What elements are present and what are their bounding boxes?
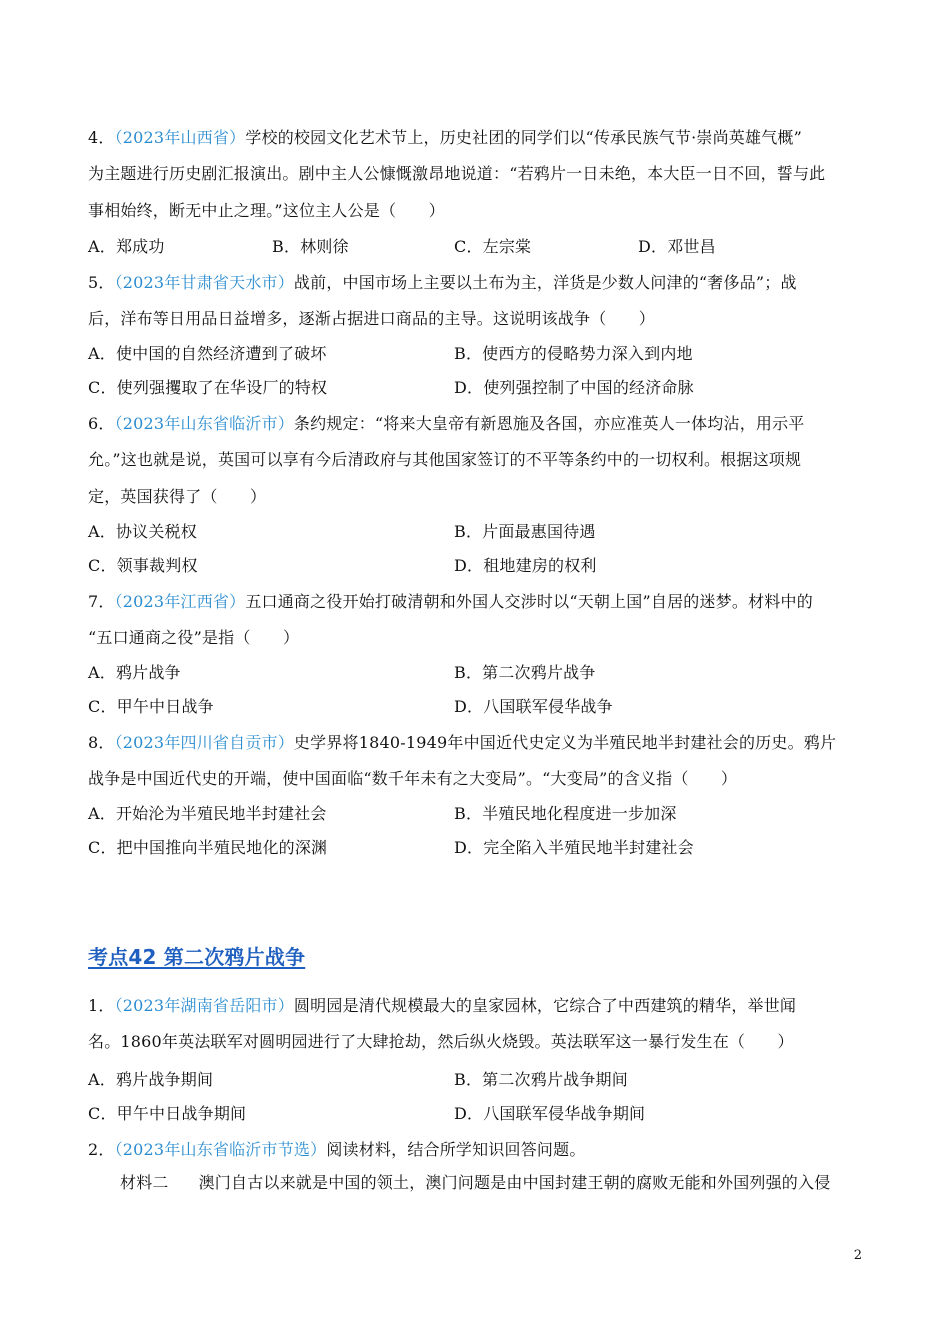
material-text: 澳门自古以来就是中国的领土，澳门问题是由中国封建王朝的腐败无能和外国列强的入侵 bbox=[198, 1173, 831, 1192]
question-7-source: （2023年江西省） bbox=[114, 592, 246, 611]
option-b: B．林则徐 bbox=[272, 237, 349, 256]
section-question-2-line-1: 2．（2023年山东省临沂市节选）阅读材料，结合所学知识回答问题。 bbox=[88, 1140, 586, 1159]
option-b: B．第二次鸦片战争期间 bbox=[454, 1070, 628, 1089]
option-b: B．第二次鸦片战争 bbox=[454, 663, 596, 682]
question-8-source: （2023年四川省自贡市） bbox=[114, 733, 294, 752]
option-a: A．鸦片战争 bbox=[88, 663, 181, 682]
section-question-1-source: （2023年湖南省岳阳市） bbox=[114, 996, 294, 1015]
option-c: C．领事裁判权 bbox=[88, 556, 198, 575]
option-a: A．开始沦为半殖民地半封建社会 bbox=[88, 804, 327, 823]
option-a: A．使中国的自然经济遭到了破坏 bbox=[88, 344, 327, 363]
question-4-line-2: 为主题进行历史剧汇报演出。剧中主人公慷慨激昂地说道：“若鸦片一日未绝，本大臣一日不回，誓与此 bbox=[88, 164, 826, 183]
question-6-line-1: 6．（2023年山东省临沂市）条约规定：“将来大皇帝有新恩施及各国，亦应准英人一体均沾，用示平 bbox=[88, 414, 805, 433]
option-d: D．完全陷入半殖民地半封建社会 bbox=[454, 838, 694, 857]
option-c: C．把中国推向半殖民地化的深渊 bbox=[88, 838, 328, 857]
option-b: B．片面最惠国待遇 bbox=[454, 522, 596, 541]
option-a: A．郑成功 bbox=[88, 237, 165, 256]
section-heading: 考点42 第二次鸦片战争 bbox=[88, 945, 306, 969]
option-a: A．协议关税权 bbox=[88, 522, 197, 541]
section-question-1-line-2: 名。1860年英法联军对圆明园进行了大肆抢劫，然后纵火烧毁。英法联军这一暴行发生在（ ） bbox=[88, 1032, 794, 1051]
question-5-line-2: 后，洋布等日用品日益增多，逐渐占据进口商品的主导。这说明该战争（ ） bbox=[88, 309, 656, 328]
option-c: C．甲午中日战争期间 bbox=[88, 1104, 247, 1123]
option-d: D．八国联军侵华战争 bbox=[454, 697, 613, 716]
question-7-line-1: 7．（2023年江西省）五口通商之役开始打破清朝和外国人交涉时以“天朝上国”自居的迷梦。材料中的 bbox=[88, 592, 813, 611]
option-d: D．邓世昌 bbox=[638, 237, 716, 256]
material-label: 材料二 bbox=[120, 1173, 169, 1192]
section-question-1-line-1: 1．（2023年湖南省岳阳市）圆明园是清代规模最大的皇家园林，它综合了中西建筑的精华，举世闻 bbox=[88, 996, 797, 1015]
question-6-line-3: 定，英国获得了（ ） bbox=[88, 487, 267, 506]
page-number: 2 bbox=[853, 1248, 862, 1263]
option-c: C．左宗棠 bbox=[454, 237, 532, 256]
section-question-2-source: （2023年山东省临沂市节选） bbox=[114, 1140, 327, 1159]
material-paragraph bbox=[120, 1172, 870, 1194]
option-b: B．使西方的侵略势力深入到内地 bbox=[454, 344, 693, 363]
question-8-line-1: 8．（2023年四川省自贡市）史学界将1840-1949年中国近代史定义为半殖民地半封建社会的历史。鸦片 bbox=[88, 733, 837, 752]
question-4-line-1: 4．（2023年山西省）学校的校园文化艺术节上，历史社团的同学们以“传承民族气节·崇尚英雄气概” bbox=[88, 128, 802, 147]
question-6-source: （2023年山东省临沂市） bbox=[114, 414, 294, 433]
question-4-source: （2023年山西省） bbox=[114, 128, 246, 147]
option-c: C．甲午中日战争 bbox=[88, 697, 214, 716]
question-7-line-2: “五口通商之役”是指（ ） bbox=[88, 628, 300, 647]
option-a: A．鸦片战争期间 bbox=[88, 1070, 214, 1089]
question-6-line-2: 允。”这也就是说，英国可以享有今后清政府与其他国家签订的不平等条约中的一切权利。根据这项规 bbox=[88, 450, 802, 469]
option-d: D．八国联军侵华战争期间 bbox=[454, 1104, 646, 1123]
option-b: B．半殖民地化程度进一步加深 bbox=[454, 804, 677, 823]
option-d: D．使列强控制了中国的经济命脉 bbox=[454, 378, 694, 397]
question-5-source: （2023年甘肃省天水市） bbox=[114, 273, 294, 292]
option-c: C．使列强攫取了在华设厂的特权 bbox=[88, 378, 328, 397]
question-4-line-3: 事相始终，断无中止之理。”这位主人公是（ ） bbox=[88, 201, 445, 220]
question-5-line-1: 5．（2023年甘肃省天水市）战前，中国市场上主要以土布为主，洋货是少数人问津的“奢侈品”；战 bbox=[88, 273, 797, 292]
option-d: D．租地建房的权利 bbox=[454, 556, 597, 575]
question-8-line-2: 战争是中国近代史的开端，使中国面临“数千年未有之大变局”。“大变局”的含义指（ ） bbox=[88, 769, 738, 788]
